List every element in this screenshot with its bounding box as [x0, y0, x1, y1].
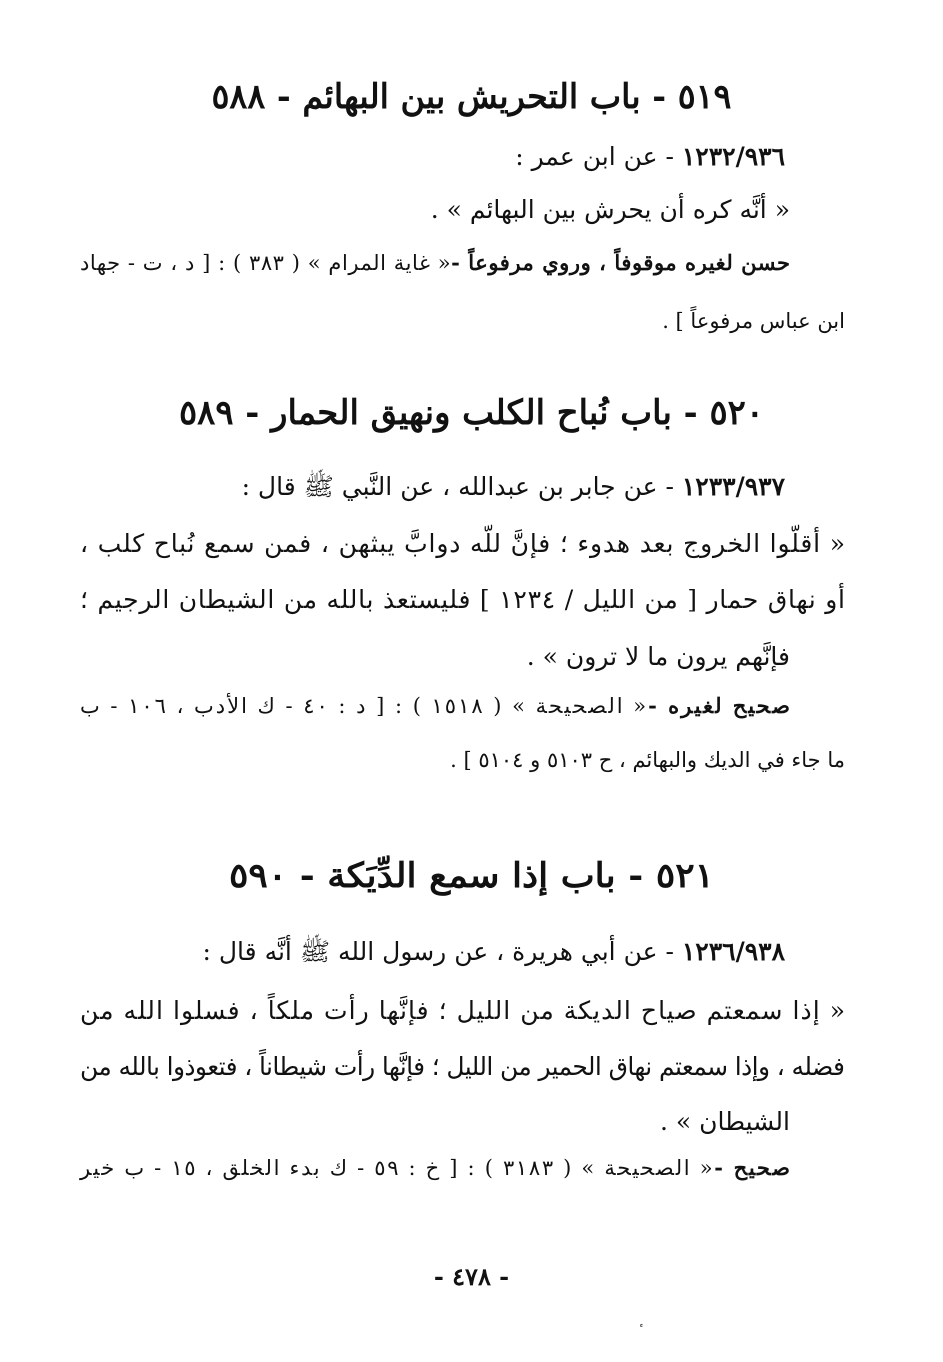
reference-continuation: ابن عباس مرفوعاً ] .: [662, 309, 845, 333]
chapter-heading: ٥٢١ - باب إذا سمع الدِّيَكة - ٥٩٠: [229, 856, 711, 896]
hadith-text-line: « إذا سمعتم صياح الديكة من الليل ؛ فإنَّها رأت ملكاً ، فسلوا الله من: [80, 996, 845, 1025]
hadith-text-line: « أقلّوا الخروج بعد هدوء ؛ فإنَّ للّه دوابَّ يبثهن ، فمن سمع نُباح كلب ،: [80, 529, 845, 558]
chapter-heading: ٥١٩ - باب التحريش بين البهائم - ٥٨٨: [211, 77, 733, 117]
narration-chain: - عن جابر بن عبدالله ، عن النَّبي ﷺ قال :: [241, 472, 682, 501]
source-reference: « الصحيحة » ( ٣١٨٣ ) : [ خ : ٥٩ - ك بدء الخلق ، ١٥ - ب خير: [79, 1156, 713, 1180]
source-reference: « الصحيحة » ( ١٥١٨ ) : [ د : ٤٠ - ك الأدب ، ١٠٦ - ب: [80, 694, 647, 718]
hadith-text-line: فإنَّهم يرون ما لا ترون » .: [526, 642, 790, 671]
narration-chain: - عن ابن عمر :: [515, 142, 682, 171]
narration-chain: - عن أبي هريرة ، عن رسول الله ﷺ أنَّه قال :: [202, 937, 682, 966]
hadith-number: ١٢٣٣/٩٣٧: [681, 472, 785, 501]
grade-label: حسن لغيره موقوفاً ، وروي مرفوعاً -: [451, 250, 790, 275]
grading-line: [80, 247, 790, 276]
section-2: [80, 393, 845, 773]
hadith-number: ١٢٣٦/٩٣٨: [681, 937, 785, 966]
hadith-text-line: أو نهاق حمار [ من الليل / ١٢٣٤ ] فليستعذ بالله من الشيطان الرجيم ؛: [80, 585, 845, 614]
hadith-number: ١٢٣٢/٩٣٦: [681, 142, 785, 171]
hadith-text-line: الشيطان » .: [659, 1107, 790, 1136]
grading-line: [80, 692, 790, 719]
section-3: [79, 854, 845, 1181]
chapter-heading: ٥٢٠ - باب نُباح الكلب ونهيق الحمار - ٥٨٩: [178, 393, 765, 433]
grade-label: صحيح -: [714, 1155, 790, 1180]
grade-label: صحيح لغيره -: [648, 693, 790, 718]
reference-continuation: ما جاء في الديك والبهائم ، ح ٥١٠٣ و ٥١٠٤ ] .: [450, 748, 845, 772]
hadith-text-line: فضله ، وإذا سمعتم نهاق الحمير من الليل ؛ فإنَّها رأت شيطاناً ، فتعوذوا بالله من: [79, 1052, 845, 1081]
hadith-intro-line: [203, 933, 786, 967]
grading-line: [79, 1155, 790, 1181]
page-number: - ٤٧٨ -: [433, 1262, 510, 1291]
source-reference: « غاية المرام » ( ٣٨٣ ) : [ د ، ت - جهاد: [80, 251, 451, 275]
hadith-intro-line: [515, 142, 785, 172]
section-1: [80, 77, 845, 334]
hadith-intro-line: [242, 468, 786, 502]
hadith-text-line: « أنَّه كره أن يحرش بين البهائم » .: [430, 195, 790, 224]
